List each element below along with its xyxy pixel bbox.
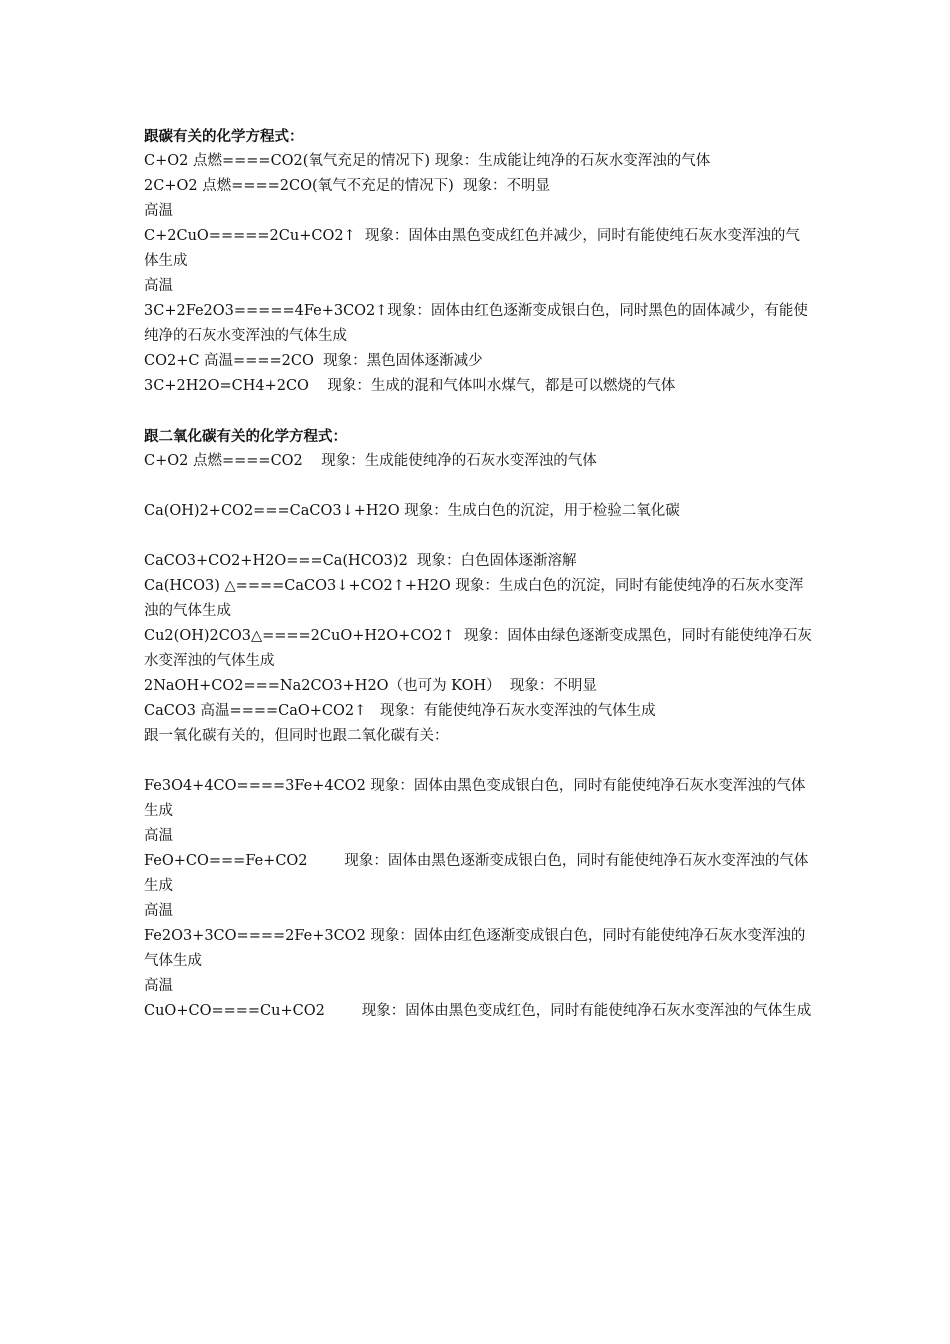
equation-line: Cu2(OH)2CO3△====2CuO+H2O+CO2↑ 现象：固体由绿色逐渐变成黑色，同时有能使纯净石灰水变浑浊的气体生成 (144, 628, 812, 669)
equation-line: CuO+CO====Cu+CO2 现象：固体由黑色变成红色，同时有能使纯净石灰水变浑浊的气体生成 (144, 1003, 812, 1019)
equation-line: 3C+2Fe2O3=====4Fe+3CO2↑现象：固体由红色逐渐变成银白色，同时黑色的固体减少，有能使纯净的石灰水变浑浊的气体生成 (144, 303, 808, 344)
equation-line: 2C+O2 点燃====2CO(氧气不充足的情况下) 现象：不明显 (144, 178, 551, 194)
spacer (144, 524, 814, 549)
spacer (144, 749, 814, 774)
equation-line: 3C+2H2O=CH4+2CO 现象：生成的混和气体叫水煤气，都是可以燃烧的气体 (144, 378, 676, 394)
condition-label: 高温 (144, 278, 173, 294)
condition-label: 高温 (144, 203, 173, 219)
equation-line: C+O2 点燃====CO2(氧气充足的情况下) 现象：生成能让纯净的石灰水变浑浊的气体 (144, 153, 711, 169)
equation-line: 2NaOH+CO2===Na2CO3+H2O（也可为 KOH） 现象：不明显 (144, 678, 597, 694)
equation-line: Fe2O3+3CO====2Fe+3CO2 现象：固体由红色逐渐变成银白色，同时有能使纯净石灰水变浑浊的气体生成 (144, 928, 806, 969)
equation-line: Ca(HCO3) △====CaCO3↓+CO2↑+H2O 现象：生成白色的沉淀，同时有能使纯净的石灰水变浑浊的气体生成 (144, 578, 804, 619)
subsection-note: 跟一氧化碳有关的，但同时也跟二氧化碳有关： (144, 728, 449, 744)
condition-label: 高温 (144, 903, 173, 919)
equation-line: CaCO3 高温====CaO+CO2↑ 现象：有能使纯净石灰水变浑浊的气体生成 (144, 703, 656, 719)
equation-line: FeO+CO===Fe+CO2 现象：固体由黑色逐渐变成银白色，同时有能使纯净石灰水变浑浊的气体生成 (144, 853, 809, 894)
condition-label: 高温 (144, 978, 173, 994)
document-body (144, 124, 814, 1024)
spacer (144, 474, 814, 499)
equation-line: C+2CuO=====2Cu+CO2↑ 现象：固体由黑色变成红色并减少，同时有能使纯石灰水变浑浊的气体生成 (144, 228, 800, 269)
section-heading-carbon-dioxide: 跟二氧化碳有关的化学方程式： (144, 428, 347, 445)
spacer (144, 399, 814, 424)
equation-line: CaCO3+CO2+H2O===Ca(HCO3)2 现象：白色固体逐渐溶解 (144, 553, 577, 569)
section-heading-carbon: 跟碳有关的化学方程式： (144, 128, 304, 145)
equation-line: Ca(OH)2+CO2===CaCO3↓+H2O 现象：生成白色的沉淀，用于检验二氧化碳 (144, 503, 680, 519)
equation-line: Fe3O4+4CO====3Fe+4CO2 现象：固体由黑色变成银白色，同时有能使纯净石灰水变浑浊的气体生成 (144, 778, 806, 819)
equation-line: CO2+C 高温====2CO 现象：黑色固体逐渐减少 (144, 353, 483, 369)
condition-label: 高温 (144, 828, 173, 844)
equation-line: C+O2 点燃====CO2 现象：生成能使纯净的石灰水变浑浊的气体 (144, 453, 597, 469)
